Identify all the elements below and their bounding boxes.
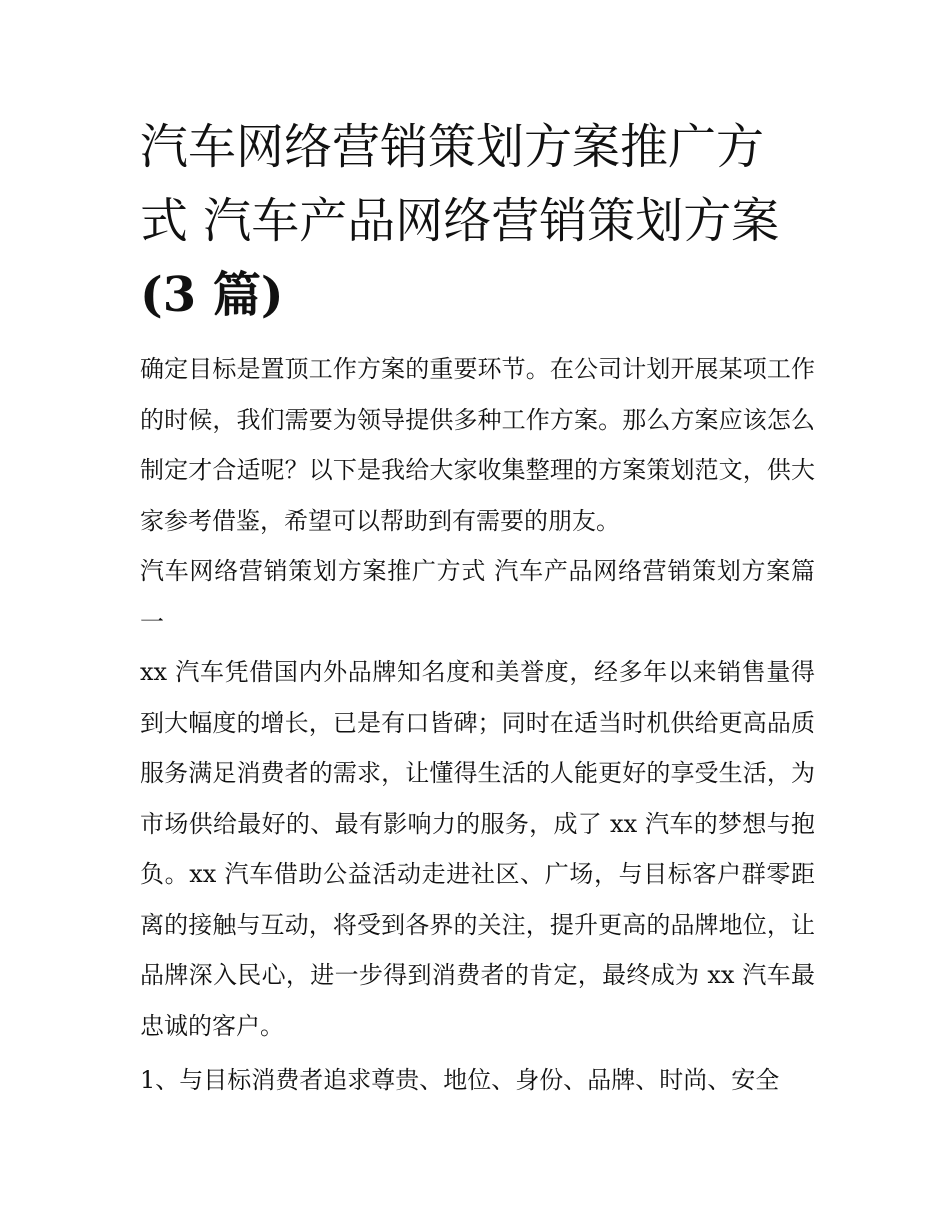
list-item-1: 1、与目标消费者追求尊贵、地位、身份、品牌、时尚、安全 <box>140 1066 780 1094</box>
title-line-3: (3 篇) <box>140 267 284 323</box>
document-content <box>140 110 815 1106</box>
section-heading: 汽车网络营销策划方案推广方式 汽车产品网络营销策划方案篇一 <box>140 557 815 636</box>
intro-paragraph: 确定目标是置顶工作方案的重要环节。在公司计划开展某项工作的时候，我们需要为领导提供多种工作方案。那么方案应该怎么制定才合适呢？以下是我给大家收集整理的方案策划范文，供大家参考借鉴，希望可以帮助到有需要的朋友。 <box>140 355 815 535</box>
body-paragraph: xx 汽车凭借国内外品牌知名度和美誉度，经多年以来销售量得到大幅度的增长，已是有口皆碑；同时在适当时机供给更高品质服务满足消费者的需求，让懂得生活的人能更好的享受生活，为市场供给最好的、最有影响力的服务，成了 xx 汽车的梦想与抱负。xx 汽车借助公益活动走进社区、广场，与目标客户群零距离的接触与互动，将受到各界的关注，提升更高的品牌地位，让品牌深入民心，进一步得到消费者的肯定，最终成为 xx 汽车最忠诚的客户。 <box>140 658 815 1040</box>
document-title <box>140 110 815 332</box>
title-line-1: 汽车网络营销策划方案推广方 <box>140 119 765 175</box>
title-line-2: 式 汽车产品网络营销策划方案 <box>140 193 780 249</box>
